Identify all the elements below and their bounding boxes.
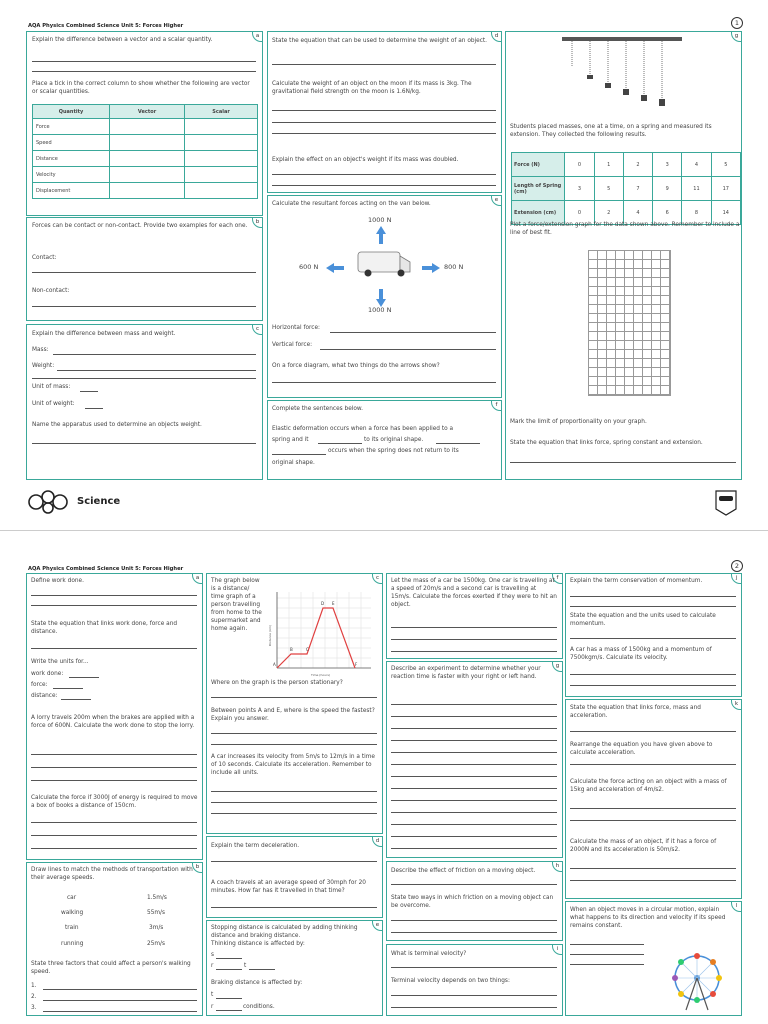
noncontact-label: Non-contact: [32,288,70,294]
tick-cell[interactable] [185,151,258,167]
answer-line[interactable] [570,808,736,809]
question-text: A car increases its velocity from 5m/s to 12m/s in a time of 10 seconds. Calculate its acceleration. Remember to include all units. [211,754,375,776]
tick-cell[interactable] [110,135,185,151]
distance-label: distance: [31,693,58,699]
quantity-cell: Distance [33,151,110,167]
question-text: Rearrange the equation you have given above to calculate acceleration. [570,742,713,756]
page2-box-b [26,862,203,1016]
table-header: Vector [110,105,185,119]
page2-box-g [386,661,563,858]
box-tag: b [192,862,203,873]
answer-line[interactable] [570,764,736,765]
tick-cell[interactable] [185,135,258,151]
right-arrow-icon [422,263,442,273]
data-cell: 7 [623,177,652,201]
page2-box-a [26,573,203,860]
box-tag: d [491,31,502,42]
question-text: What is terminal velocity? [391,951,467,957]
answer-line[interactable] [31,605,197,606]
question-text: Stopping distance is calculated by adding thinking distance and braking distance. [211,925,358,939]
ferris-wheel-icon [666,950,728,1012]
data-cell: 0 [565,153,594,177]
answer-line[interactable] [570,820,736,821]
point-label: A [273,662,276,667]
answer-line[interactable] [43,989,197,990]
page1-box-d [267,31,502,193]
answer-line[interactable] [391,651,557,652]
point-label: C [306,647,309,652]
answer-line[interactable] [53,354,256,355]
question-text: Calculate the mass of an object, if it has a force of 2000N and its acceleration is 50m/s2. [570,839,717,853]
tick-cell[interactable] [110,183,185,199]
answer-line[interactable] [211,907,377,908]
answer-line[interactable] [391,824,557,825]
answer-line[interactable] [32,378,256,379]
left-arrow-icon [326,263,346,273]
answer-line[interactable] [211,791,377,792]
method-item: car [67,895,77,901]
graph-intro-text: The graph below is a distance/ time graph of a person travelling from home to the supermarket and home again. [211,578,262,632]
answer-line[interactable] [272,122,496,123]
answer-line[interactable] [31,754,197,755]
question-text: Explain the term deceleration. [211,843,300,849]
answer-line[interactable] [211,697,377,698]
answer-line[interactable] [249,969,275,970]
answer-line[interactable] [391,1007,557,1008]
question-text: Braking distance is affected by: [211,980,303,986]
answer-line[interactable] [31,835,197,836]
answer-line[interactable] [272,185,496,186]
unit-mass-label: Unit of mass: [32,384,71,390]
horizontal-label: Horizontal force: [272,325,320,331]
page1-box-f [267,400,502,480]
box-tag: c [252,324,263,335]
force-label: force: [31,682,48,688]
twinkl-badge-icon [712,489,740,517]
answer-line[interactable] [391,764,557,765]
answer-line[interactable] [31,822,197,823]
quantity-cell: Speed [33,135,110,151]
answer-line[interactable] [216,1010,242,1011]
tick-cell[interactable] [110,151,185,167]
plot-instruction: Plot a force/extension graph for the data shown above. Remember to include a line of best fit. [510,222,740,236]
question-text: On a force diagram, what two things do the arrows show? [272,363,440,369]
answer-line[interactable] [570,880,736,881]
science-footer-title: Science [77,496,121,507]
question-text: Draw lines to match the methods of transportation with their average speeds. [31,867,193,881]
force-up-label: 1000 N [368,216,392,224]
page2-number: 2 [731,560,743,572]
data-cell: 0 [565,201,594,225]
box-tag: l [731,901,742,912]
answer-line[interactable] [31,595,197,596]
answer-line[interactable] [32,272,256,273]
answer-line[interactable] [570,868,736,869]
method-item: running [61,941,84,947]
answer-line[interactable] [272,174,496,175]
answer-line[interactable] [570,596,736,597]
question-text: Between points A and E, where is the speed the fastest? Explain you answer. [211,708,375,722]
question-text: Calculate the resultant forces acting on the van below. [272,201,431,207]
page1-box-b [26,217,263,321]
answer-line[interactable] [391,884,557,885]
data-cell: 11 [682,177,711,201]
speed-item: 3m/s [149,925,164,931]
question-text: Explain the term conservation of momentum. [570,578,703,584]
answer-line[interactable] [216,998,242,999]
data-cell: 14 [711,201,740,225]
answer-line[interactable] [43,1011,197,1012]
box-tag: k [731,699,742,710]
page2-box-h [386,861,563,941]
sentence-text: to its original shape. [364,437,424,443]
answer-line[interactable] [216,969,242,970]
answer-line[interactable] [32,443,256,444]
prompt-letter: t [244,963,247,969]
spring-data-table [511,152,741,225]
answer-line[interactable] [31,767,197,768]
data-cell: 6 [653,201,682,225]
answer-line[interactable] [272,133,496,134]
force-left-label: 600 N [299,263,319,271]
answer-line[interactable] [391,848,557,849]
data-cell: 17 [711,177,740,201]
question-text: Describe an experiment to determine whether your reaction time is faster with your right or left hand. [391,666,541,680]
van-wheel [398,270,405,277]
list-number: 2. [31,994,37,1000]
page2-box-e [206,920,383,1016]
question-text: State the equation and the units used to calculate momentum. [570,613,716,627]
answer-line[interactable] [32,71,256,72]
table-header: Scalar [185,105,258,119]
question-text: A car has a mass of 1500kg and a momentum of 7500kgm/s. Calculate its velocity. [570,647,712,661]
answer-line[interactable] [391,812,557,813]
point-label: D [321,601,325,606]
box-tag: a [252,31,263,42]
tick-cell[interactable] [110,119,185,135]
extension-row-label: Extension (cm) [512,201,565,225]
answer-line[interactable] [391,776,557,777]
list-number: 3. [31,1005,37,1011]
answer-line[interactable] [32,306,256,307]
data-cell: 3 [565,177,594,201]
question-text: Forces can be contact or non-contact. Provide two examples for each one. [32,223,248,229]
page-divider [0,530,768,531]
point-label: B [290,647,293,652]
contact-label: Contact: [32,255,57,261]
page1-box-e [267,195,502,398]
speed-item: 1.5m/s [147,895,167,901]
prompt-letter: s [211,952,215,958]
box-tag: a [192,573,203,584]
answer-line[interactable] [570,674,736,675]
page2-box-j [565,573,742,697]
answer-line[interactable] [570,638,736,639]
page1-number: 1 [731,17,743,29]
answer-line[interactable] [570,731,736,732]
data-cell: 8 [682,201,711,225]
force-down-label: 1000 N [368,306,392,314]
question-text: Complete the sentences below. [272,406,363,412]
question-text: Let the mass of a car be 1500kg. One car is travelling at a speed of 20m/s and a second car is travelling at 15m/s. Calculate the forces exerted if they were to hit an object. [391,578,557,608]
question-text: State two ways in which friction on a moving object can be overcome. [391,895,554,909]
answer-line[interactable] [570,964,644,965]
question-text: Explain the difference between mass and weight. [32,331,176,337]
answer-line[interactable] [211,861,377,862]
answer-line[interactable] [510,462,736,463]
method-item: walking [61,910,84,916]
data-cell: 4 [682,153,711,177]
tick-cell[interactable] [185,183,258,199]
data-cell: 2 [623,153,652,177]
question-text: State the equation that links force, mass and acceleration. [570,705,701,719]
question-text: State the equation that links work done, force and distance. [31,621,178,635]
answer-line[interactable] [570,944,644,945]
x-axis-label: Time (hours) [311,673,331,677]
question-text: Explain the difference between a vector and a scalar quantity. [32,37,213,43]
data-cell: 5 [594,177,623,201]
question-text: Name the apparatus used to determine an objects weight. [32,422,202,428]
table-header: Quantity [33,105,110,119]
box-tag: e [372,920,383,931]
graph-grid[interactable] [588,250,671,396]
answer-line[interactable] [211,733,377,734]
box-tag: i [552,944,563,955]
science-logo-icon [28,489,70,515]
box-tag: f [491,400,502,411]
intro-text: Students placed masses, one at a time, on a spring and measured its extension. They collected the following results. [510,124,712,138]
answer-line[interactable] [391,716,557,717]
sentence-text: original shape. [272,460,315,466]
force-right-label: 800 N [444,263,464,271]
box-tag: g [731,31,742,42]
answer-line[interactable] [436,443,480,444]
weight-label: Weight: [32,363,55,369]
answer-line[interactable] [570,606,736,607]
data-cell: 3 [653,153,682,177]
answer-line[interactable] [318,443,362,444]
data-cell: 9 [653,177,682,201]
vertical-label: Vertical force: [272,342,313,348]
answer-line[interactable] [391,932,557,933]
page2-box-f [386,573,563,659]
answer-line[interactable] [53,688,83,689]
answer-line[interactable] [211,744,377,745]
answer-line[interactable] [272,454,326,455]
question-text: When an object moves in a circular motion, explain what happens to its direction and velocity if its speed remains constant. [570,907,726,929]
question-text: State the equation that can be used to determine the weight of an object. [272,38,488,44]
answer-line[interactable] [391,627,557,628]
answer-line[interactable] [570,954,644,955]
answer-line[interactable] [391,704,557,705]
answer-line[interactable] [211,802,377,803]
box-tag: c [372,573,383,584]
quantity-cell: Force [33,119,110,135]
method-item: train [65,925,79,931]
question-text: Thinking distance is affected by: [211,941,305,947]
question-text: Terminal velocity depends on two things: [391,978,510,984]
answer-line[interactable] [391,740,557,741]
question-text: State three factors that could affect a person's walking speed. [31,961,191,975]
van-body [358,252,400,272]
answer-line[interactable] [69,677,99,678]
distance-time-graph [267,588,377,680]
vector-scalar-table [32,104,258,199]
mass-label: Mass: [32,347,49,353]
van-force-diagram [348,224,420,309]
work-done-label: work done: [31,671,64,677]
answer-line[interactable] [391,639,557,640]
question-text: A lorry travels 200m when the brakes are applied with a force of 600N. Calculate the work done to stop the lorry. [31,715,195,729]
box-tag: f [552,573,563,584]
question-text: Write the units for... [31,659,89,665]
page2-box-l [565,901,742,1016]
tick-cell[interactable] [185,119,258,135]
tick-cell[interactable] [185,167,258,183]
page1-box-a [26,31,263,216]
page2-box-c [206,573,383,834]
sentence-text: Elastic deformation occurs when a force has been applied to a [272,426,454,432]
page1-header: AQA Physics Combined Science Unit 5: Forces Higher [28,23,184,29]
page1-box-g [505,31,742,480]
answer-line[interactable] [391,836,557,837]
question-text: Describe the effect of friction on a moving object. [391,868,536,874]
answer-line[interactable] [32,61,256,62]
answer-line[interactable] [391,995,557,996]
quantity-cell: Displacement [33,183,110,199]
page1-box-c [26,324,263,480]
speed-item: 55m/s [147,910,165,916]
answer-line[interactable] [80,391,98,392]
answer-line[interactable] [320,349,496,350]
answer-line[interactable] [391,728,557,729]
answer-line[interactable] [330,332,496,333]
answer-line[interactable] [85,408,103,409]
answer-line[interactable] [272,110,496,111]
data-cell: 1 [594,153,623,177]
answer-line[interactable] [57,370,256,371]
answer-line[interactable] [216,958,242,959]
box-tag: b [252,217,263,228]
answer-line[interactable] [272,382,496,383]
answer-line[interactable] [43,1000,197,1001]
prompt-letter: r [211,963,214,969]
sentence-text: spring and it [272,437,309,443]
data-cell: 2 [594,201,623,225]
down-arrow-icon [376,289,386,307]
page2-header: AQA Physics Combined Science Unit 5: Forces Higher [28,566,184,572]
point-label: E [332,601,335,606]
prompt-letter: t [211,992,214,998]
y-axis-label: Distance (km) [268,624,272,646]
speed-item: 25m/s [147,941,165,947]
limit-instruction: Mark the limit of proportionality on your graph. [510,419,647,425]
answer-line[interactable] [61,699,91,700]
answer-line[interactable] [570,685,736,686]
point-label: F [355,662,358,667]
page2-box-d [206,836,383,918]
force-row-label: Force (N) [512,153,565,177]
question-text: Calculate the weight of an object on the moon if its mass is 3kg. The gravitational field strength on the moon is 1.6N/kg. [272,81,472,95]
van-wheel [365,270,372,277]
data-cell: 4 [623,201,652,225]
page2-box-k [565,699,742,899]
question-text: Calculate the force acting on an object with a mass of 15kg and acceleration of 4m/s2. [570,779,727,793]
answer-line[interactable] [391,800,557,801]
sentence-text: occurs when the spring does not return to its [328,448,459,454]
answer-line[interactable] [31,648,197,649]
spring-masses-illustration [562,37,682,107]
question-text: Place a tick in the correct column to show whether the following are vector or scalar quantities. [32,81,250,95]
list-number: 1. [31,983,37,989]
prompt-letter: r [211,1004,214,1010]
box-tag: j [731,573,742,584]
question-text: A coach travels at an average speed of 30mph for 20 minutes. How far has it travelled in that time? [211,880,366,894]
box-tag: e [491,195,502,206]
answer-line[interactable] [391,967,557,968]
answer-line[interactable] [391,920,557,921]
box-tag: d [372,836,383,847]
unit-weight-label: Unit of weight: [32,401,75,407]
length-row-label: Length of Spring (cm) [512,177,565,201]
answer-line[interactable] [31,780,197,781]
conditions-text: conditions. [243,1004,275,1010]
question-text: Where on the graph is the person stationary? [211,680,343,686]
tick-cell[interactable] [110,167,185,183]
box-tag: h [552,861,563,872]
question-text: Explain the effect on an object's weight if its mass was doubled. [272,157,459,163]
quantity-cell: Velocity [33,167,110,183]
box-tag: g [552,661,563,672]
answer-line[interactable] [391,788,557,789]
answer-line[interactable] [211,813,377,814]
answer-line[interactable] [272,64,496,65]
question-text: Define work done. [31,578,84,584]
question-text: State the equation that links force, spring constant and extension. [510,440,703,446]
answer-line[interactable] [31,848,197,849]
data-cell: 5 [711,153,740,177]
up-arrow-icon [376,226,386,244]
answer-line[interactable] [391,752,557,753]
page2-box-i [386,944,563,1016]
question-text: Calculate the force if 3000J of energy is required to move a box of books a distance of 150cm. [31,795,198,809]
